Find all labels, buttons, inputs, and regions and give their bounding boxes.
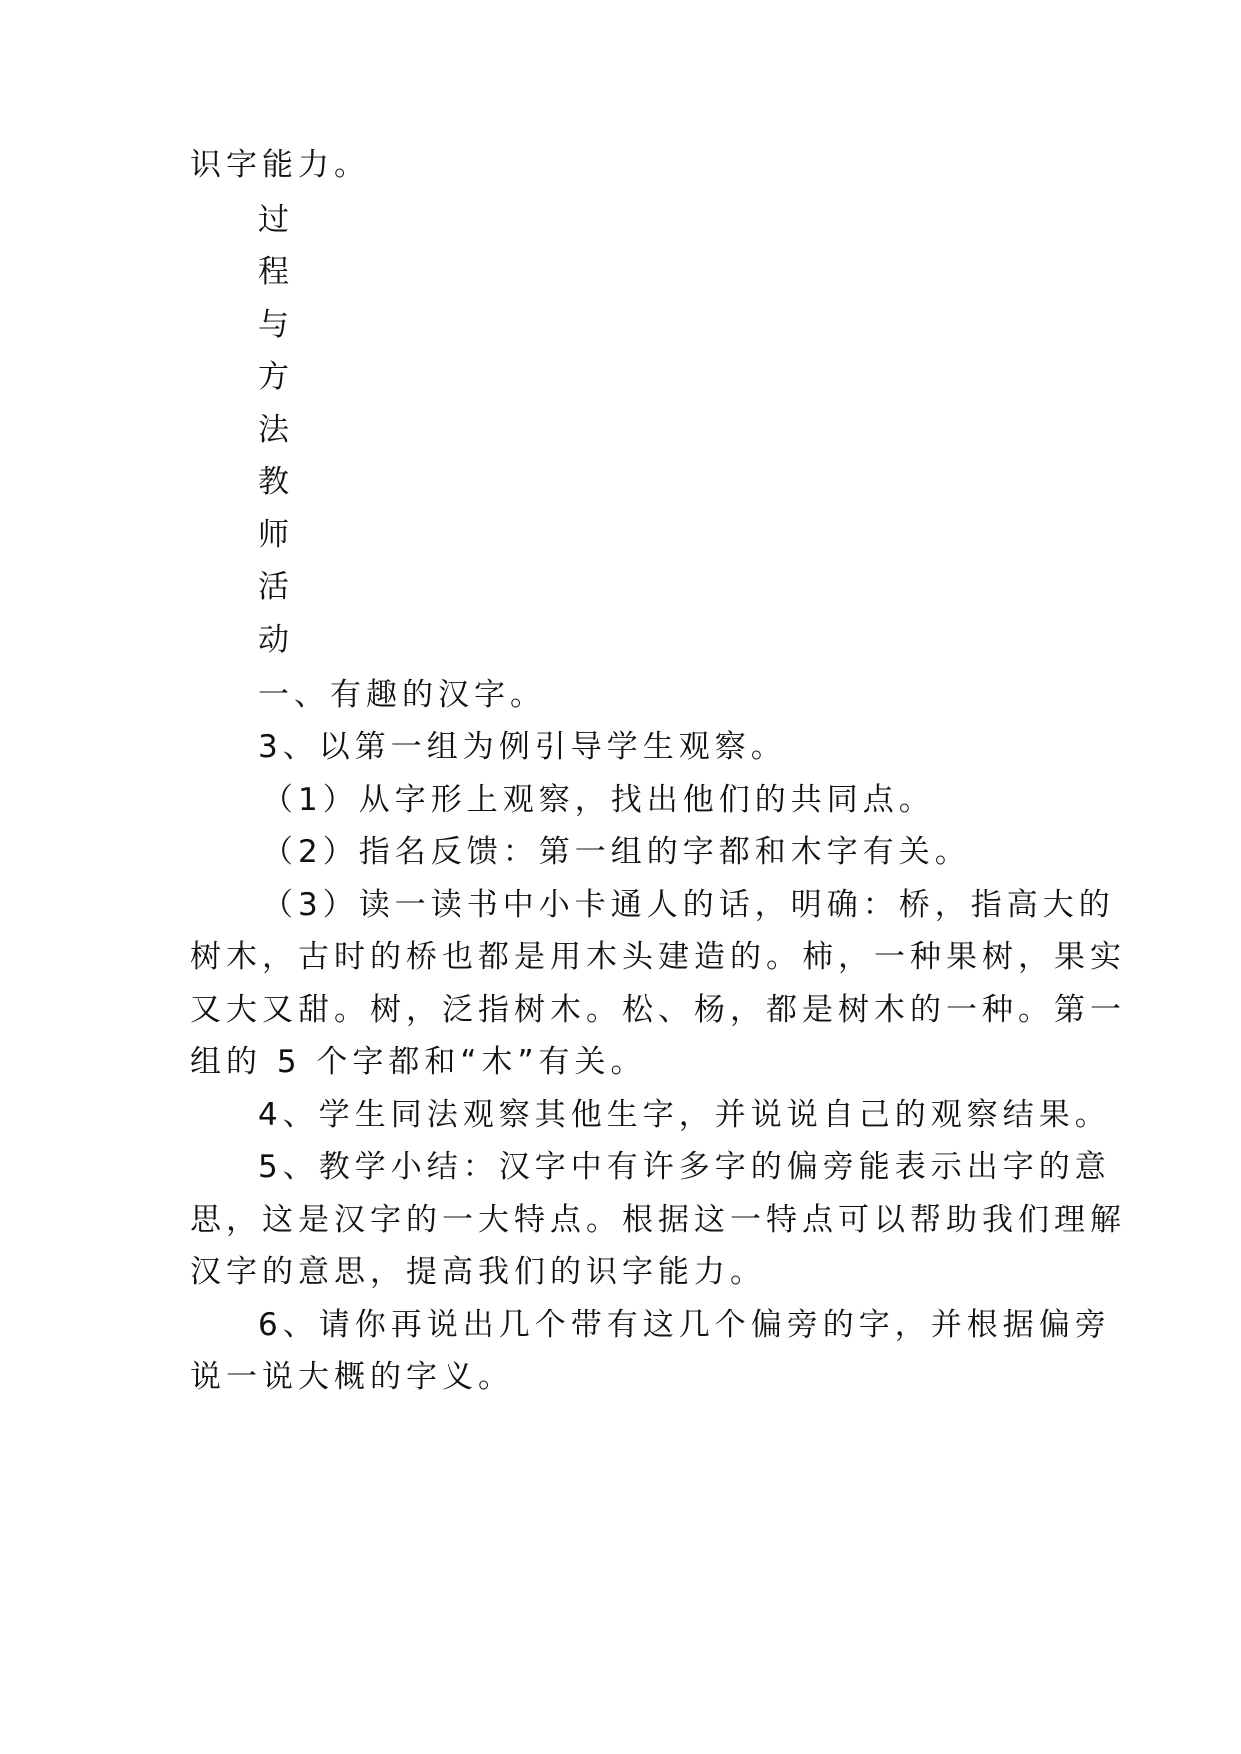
paragraph-line: 识字能力。 (190, 147, 370, 183)
vertical-char: 动 (258, 622, 289, 658)
paragraph-line: （2）指名反馈：第一组的字都和木字有关。 (262, 834, 971, 870)
vertical-char: 过 (258, 202, 289, 238)
vertical-char: 教 (258, 464, 289, 500)
paragraph-line: 组的 5 个字都和“木”有关。 (190, 1044, 647, 1080)
vertical-char: 程 (258, 254, 289, 290)
paragraph-line: 4、学生同法观察其他生字，并说说自己的观察结果。 (258, 1097, 1111, 1133)
paragraph-line: 树木，古时的桥也都是用木头建造的。柿，一种果树，果实 (190, 939, 1126, 975)
vertical-char: 法 (258, 412, 289, 448)
paragraph-line: 又大又甜。树，泛指树木。松、杨，都是树木的一种。第一 (190, 992, 1126, 1028)
paragraph-line: 思，这是汉字的一大特点。根据这一特点可以帮助我们理解 (190, 1202, 1126, 1238)
vertical-char: 师 (258, 517, 289, 553)
paragraph-line: 说一说大概的字义。 (190, 1359, 514, 1395)
paragraph-line: 6、请你再说出几个带有这几个偏旁的字，并根据偏旁 (258, 1307, 1111, 1343)
vertical-char: 活 (258, 569, 289, 605)
section-heading: 一、有趣的汉字。 (258, 677, 546, 713)
paragraph-line: 汉字的意思，提高我们的识字能力。 (190, 1254, 766, 1290)
paragraph-line: （3）读一读书中小卡通人的话，明确：桥，指高大的 (262, 887, 1115, 923)
paragraph-line: 5、教学小结：汉字中有许多字的偏旁能表示出字的意 (258, 1149, 1111, 1185)
vertical-char: 与 (258, 307, 289, 343)
vertical-char: 方 (258, 359, 289, 395)
paragraph-line: （1）从字形上观察，找出他们的共同点。 (262, 782, 935, 818)
paragraph-line: 3、以第一组为例引导学生观察。 (258, 729, 787, 765)
